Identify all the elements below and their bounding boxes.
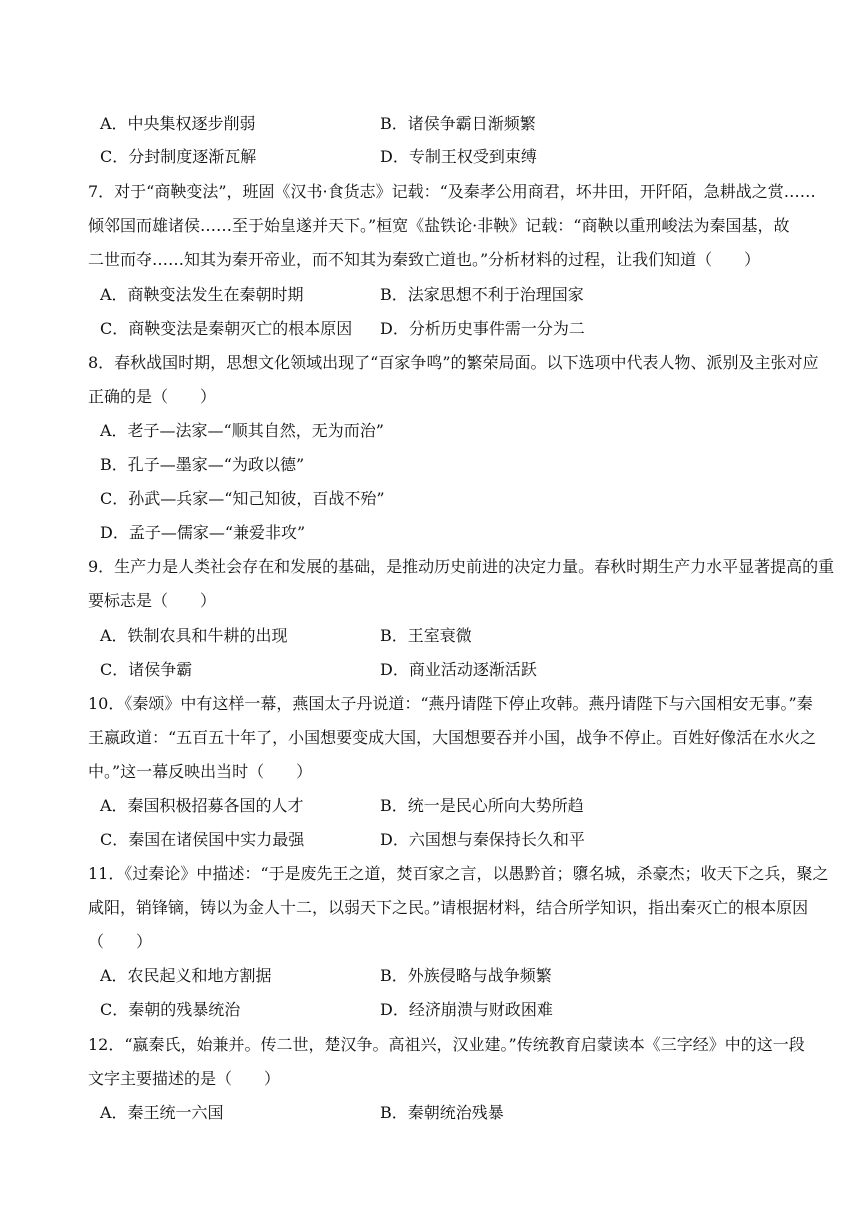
q8-option-a: A．老子—法家—“顺其自然，无为而治” <box>100 421 384 440</box>
q12-option-a: A．秦王统一六国 <box>100 1103 224 1122</box>
q12-stem-line-2: 文字主要描述的是（ ） <box>88 1069 281 1088</box>
q10-stem-line-1: 10．《秦颂》中有这样一幕，燕国太子丹说道：“燕丹请陛下停止攻韩。燕丹请陛下与六国相安无事。”秦 <box>88 694 813 713</box>
q9-stem-line-1: 9．生产力是人类社会存在和发展的基础，是推动历史前进的决定力量。春秋时期生产力水平显著提高的重 <box>88 557 835 576</box>
q12-option-b: B．秦朝统治残暴 <box>380 1103 504 1122</box>
q8-option-d: D．孟子—儒家—“兼爱非攻” <box>100 523 306 542</box>
q11-option-d: D．经济崩溃与财政困难 <box>380 1000 553 1019</box>
q11-stem-line-1: 11．《过秦论》中描述：“于是废先王之道，焚百家之言，以愚黔首；隳名城，杀豪杰；收天下之兵，聚之 <box>88 864 829 883</box>
q10-option-d: D．六国想与秦保持长久和平 <box>380 830 585 849</box>
q7-stem-line-3: 二世而夺……知其为秦开帝业，而不知其为秦致亡道也。”分析材料的过程，让我们知道（ ） <box>88 250 761 269</box>
q6-option-a: A．中央集权逐步削弱 <box>100 114 256 133</box>
q10-option-a: A．秦国积极招募各国的人才 <box>100 796 304 815</box>
q11-option-c: C．秦朝的残暴统治 <box>100 1000 241 1019</box>
q10-option-b: B．统一是民心所向大势所趋 <box>380 796 584 815</box>
q8-stem-line-1: 8．春秋战国时期，思想文化领域出现了“百家争鸣”的繁荣局面。以下选项中代表人物、派别及主张对应 <box>88 353 819 372</box>
q12-stem-line-1: 12．“嬴秦氏，始兼并。传二世，楚汉争。高祖兴，汉业建。”传统教育启蒙读本《三字经》中的这一段 <box>88 1035 805 1054</box>
q11-stem-line-2: 咸阳，销锋镝，铸以为金人十二，以弱天下之民。”请根据材料，结合所学知识，指出秦灭亡的根本原因 <box>88 898 809 917</box>
q10-stem-line-2: 王嬴政道：“五百五十年了，小国想要变成大国，大国想要吞并小国，战争不停止。百姓好像活在水火之 <box>88 728 817 747</box>
q6-option-b: B．诸侯争霸日渐频繁 <box>380 114 536 133</box>
q8-option-c: C．孙武—兵家—“知己知彼，百战不殆” <box>100 489 385 508</box>
q9-option-a: A．铁制农具和牛耕的出现 <box>100 626 288 645</box>
q10-stem-line-3: 中。”这一幕反映出当时（ ） <box>88 762 313 781</box>
q9-option-c: C．诸侯争霸 <box>100 660 193 679</box>
q9-option-b: B．王室衰微 <box>380 626 472 645</box>
q9-option-d: D．商业活动逐渐活跃 <box>380 660 537 679</box>
q7-option-d: D．分析历史事件需一分为二 <box>380 319 585 338</box>
q6-option-c: C．分封制度逐渐瓦解 <box>100 147 257 166</box>
q7-stem-line-1: 7．对于“商鞅变法”，班固《汉书·食货志》记载：“及秦孝公用商君，坏井田，开阡陌，急耕战之赏…… <box>88 182 816 201</box>
q11-stem-line-3: （ ） <box>88 932 153 951</box>
q8-option-b: B．孔子—墨家—“为政以德” <box>100 455 305 474</box>
q11-option-b: B．外族侵略与战争频繁 <box>380 966 552 985</box>
q11-option-a: A．农民起义和地方割据 <box>100 966 272 985</box>
q7-option-b: B．法家思想不利于治理国家 <box>380 285 584 304</box>
q9-stem-line-2: 要标志是（ ） <box>88 591 217 610</box>
q7-stem-line-2: 倾邻国而雄诸侯……至于始皇遂并天下。”桓宽《盐铁论·非鞅》记载：“商鞅以重刑峻法为秦国基，故 <box>88 216 790 235</box>
q10-option-c: C．秦国在诸侯国中实力最强 <box>100 830 305 849</box>
q6-option-d: D．专制王权受到束缚 <box>380 147 537 166</box>
q7-option-a: A．商鞅变法发生在秦朝时期 <box>100 285 304 304</box>
q7-option-c: C．商鞅变法是秦朝灭亡的根本原因 <box>100 319 353 338</box>
q8-stem-line-2: 正确的是（ ） <box>88 387 217 406</box>
